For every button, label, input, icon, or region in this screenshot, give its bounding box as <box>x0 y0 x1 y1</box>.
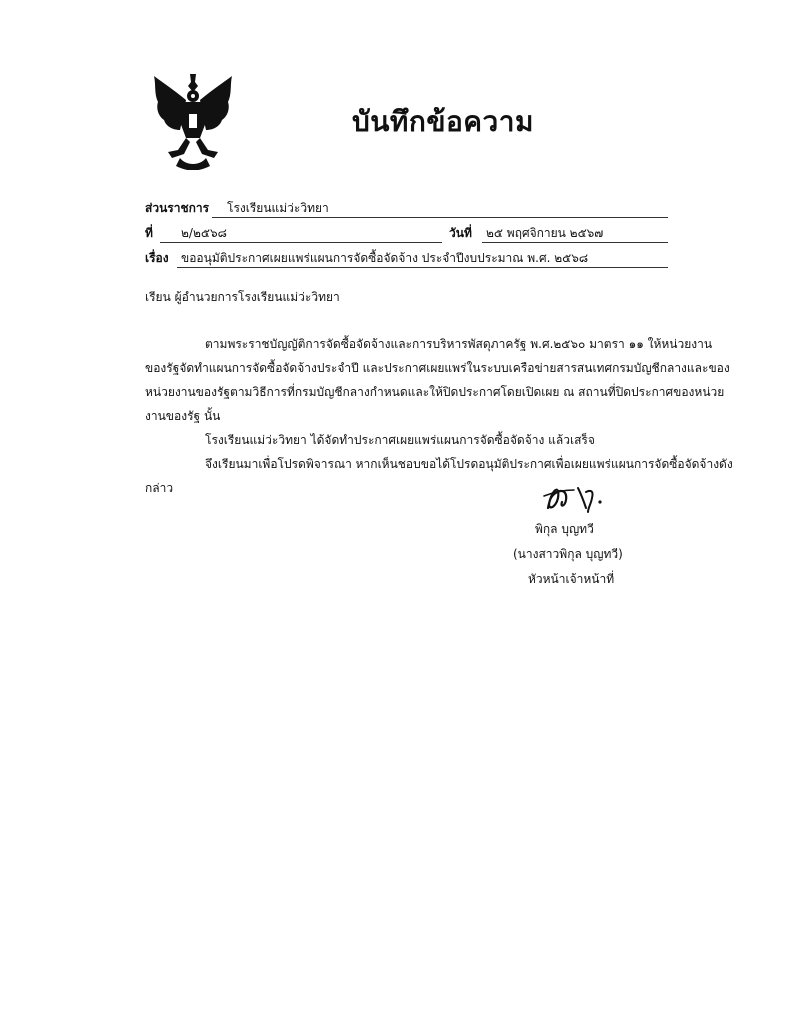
date-dotline <box>482 242 668 243</box>
subject-dotline <box>177 267 668 268</box>
body-paragraph-1-line-2: ของรัฐจัดทำแผนการจัดซื้อจัดจ้างประจำปี และประกาศเผยแพร่ในระบบเครือข่ายสารสนเทศกรมบัญชีกลางและของ <box>145 361 730 375</box>
ref-label: ที่ <box>145 226 153 240</box>
agency-dotline <box>212 217 668 218</box>
signature-position: หัวหน้าเจ้าหน้าที่ <box>528 572 615 586</box>
agency-value: โรงเรียนแม่ว่ะวิทยา <box>227 201 329 215</box>
subject-value: ขออนุมัติประกาศเผยแพร่แผนการจัดซื้อจัดจ้าง ประจำปีงบประมาณ พ.ศ. ๒๕๖๘ <box>181 251 589 265</box>
ref-dotline <box>160 242 442 243</box>
body-paragraph-3-line-2: กล่าว <box>145 481 174 495</box>
subject-label: เรื่อง <box>145 251 169 265</box>
body-paragraph-1-line-3: หน่วยงานของรัฐตามวิธีการที่กรมบัญชีกลางกำหนดและให้ปิดประกาศโดยเปิดเผย ณ สถานที่ปิดประกาศของหน่วย <box>145 385 725 399</box>
body-paragraph-2: โรงเรียนแม่ว่ะวิทยา ได้จัดทำประกาศเผยแพร่แผนการจัดซื้อจัดจ้าง แล้วเสร็จ <box>205 433 595 447</box>
handwritten-signature <box>538 478 608 516</box>
agency-label: ส่วนราชการ <box>145 201 210 215</box>
signature-full-name: (นางสาวพิกุล บุญทวี) <box>513 547 623 561</box>
date-value: ๒๕ พฤศจิกายน ๒๕๖๗ <box>486 226 604 240</box>
date-label: วันที่ <box>449 226 472 240</box>
body-paragraph-1-line-1: ตามพระราชบัญญัติการจัดซื้อจัดจ้างและการบริหารพัสดุภาครัฐ พ.ศ.๒๕๖๐ มาตรา ๑๑ ให้หน่วยงาน <box>205 337 713 351</box>
signature-signed-name: พิกุล บุญทวี <box>535 522 594 536</box>
memo-title: บันทึกข้อความ <box>352 105 534 138</box>
ref-value: ๒/๒๕๖๘ <box>181 226 227 240</box>
body-paragraph-3-line-1: จึงเรียนมาเพื่อโปรดพิจารณา หากเห็นชอบขอได้โปรดอนุมัติประกาศเพื่อเผยแพร่แผนการจัดซื้อจัดจ้างดัง <box>205 457 733 471</box>
salutation: เรียน ผู้อำนวยการโรงเรียนแม่ว่ะวิทยา <box>145 290 340 304</box>
body-paragraph-1-line-4: งานของรัฐ นั้น <box>145 409 221 423</box>
garuda-emblem-icon <box>150 72 236 170</box>
